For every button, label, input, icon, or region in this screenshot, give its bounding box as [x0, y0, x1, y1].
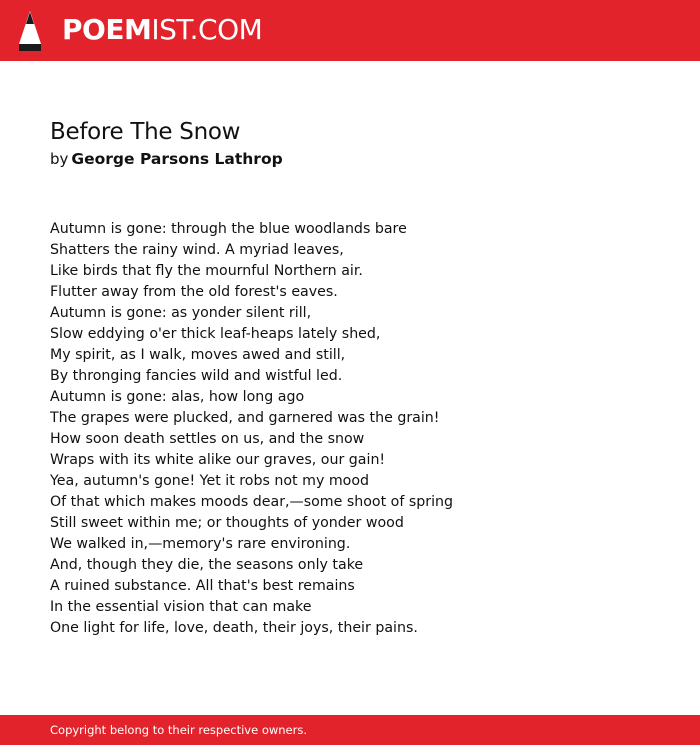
site-header [0, 0, 700, 61]
pencil-tip-icon[interactable] [18, 10, 42, 52]
poem-line: A ruined substance. All that's best remains [50, 578, 355, 594]
poem-line: Yea, autumn's gone! Yet it robs not my mood [50, 473, 370, 489]
poem-line: One light for life, love, death, their joys, their pains. [50, 620, 418, 636]
site-footer [0, 715, 700, 745]
brand-bold-text: POEM [62, 13, 152, 46]
copyright-text: Copyright belong to their respective owners. [50, 723, 308, 737]
poem-line: My spirit, as I walk, moves awed and still, [50, 347, 346, 363]
poem-line: Autumn is gone: alas, how long ago [50, 389, 305, 405]
brand-light-text: IST.COM [151, 13, 263, 46]
poem-line: Still sweet within me; or thoughts of yonder wood [50, 515, 404, 531]
poem-line: Wraps with its white alike our graves, our gain! [50, 452, 386, 468]
site-logo-text[interactable] [62, 12, 262, 48]
poem-line: Like birds that fly the mournful Northern air. [50, 263, 363, 279]
poem-line: How soon death settles on us, and the snow [50, 431, 365, 447]
byline-prefix: by [50, 150, 69, 168]
poem-line: Slow eddying o'er thick leaf-heaps lately shed, [50, 326, 381, 342]
author-name: George Parsons Lathrop [71, 150, 283, 168]
byline [50, 149, 283, 169]
poem-line: Autumn is gone: as yonder silent rill, [50, 305, 312, 321]
poem-title: Before The Snow [50, 119, 241, 145]
poem-line: In the essential vision that can make [50, 599, 312, 615]
poem-line: Autumn is gone: through the blue woodlands bare [50, 221, 407, 237]
poem-line: Shatters the rainy wind. A myriad leaves, [50, 242, 344, 258]
poem-line: And, though they die, the seasons only take [50, 557, 364, 573]
poem-line: Flutter away from the old forest's eaves. [50, 284, 338, 300]
poem-line: By thronging fancies wild and wistful led. [50, 368, 343, 384]
poem-line: Of that which makes moods dear,—some shoot of spring [50, 494, 454, 510]
poem-line: The grapes were plucked, and garnered was the grain! [50, 410, 440, 426]
poem-line: We walked in,—memory's rare environing. [50, 536, 351, 552]
poem-body [50, 219, 453, 639]
